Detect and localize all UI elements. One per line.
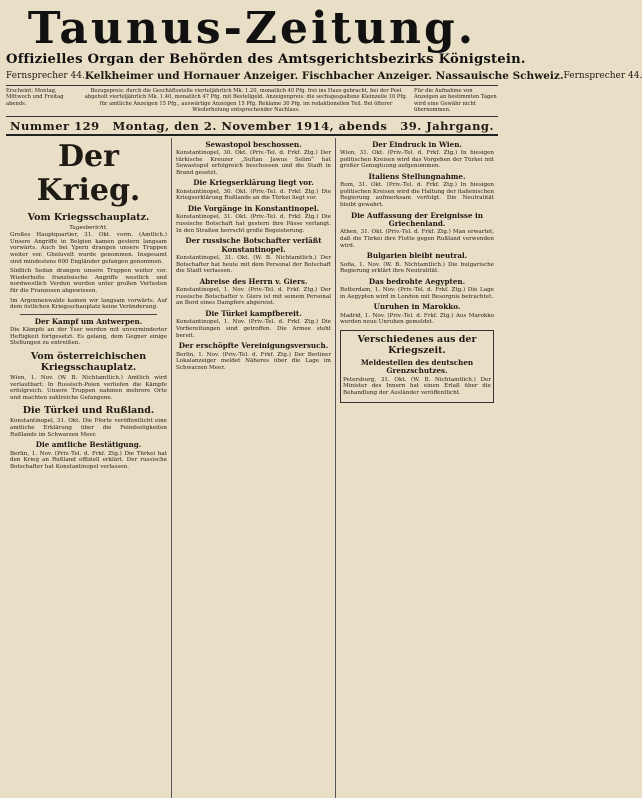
article-heading: Die Auffassung der Ereignisse in Griechenland. (350, 210, 484, 228)
misc-box (340, 330, 494, 403)
article-text: Großes Hauptquartier, 31. Okt. vorm. (Amtlich.) Unsere Angriffe in Belgien kamen gestern langsam vorwärts. Auch bei Ypern drangen unsere Truppen weiter vor. Gheluvelt wurde genommen. Insgesamt sind mindestens 600 Engländer gefangen genommen. (10, 232, 167, 265)
article-text: Konstantinopel, 1. Nov. (Priv.-Tel. d. Frkf. Ztg.) Die Vorbereitungen sind getroffen. Die Armee steht bereit. (176, 319, 331, 339)
article-text: Rotterdam, 1. Nov. (Priv.-Tel. d. Frkf. Ztg.) Die Lage in Aegypten wird in London mit Besorgnis betrachtet. (340, 287, 494, 300)
article-heading: Unruhen in Marokko. (373, 302, 461, 312)
article-heading: Der Eindruck in Wien. (372, 139, 462, 149)
issue-number: Nummer 129 (10, 118, 100, 133)
article-heading: Sewastopol beschossen. (205, 139, 302, 149)
article-text: Die Kämpfe an der Yser werden mit unverminderter Heftigkeit fortgesetzt. Es gelang, dem Gegner einige Stellungen zu entreißen. (10, 327, 167, 347)
war-headline: Der Krieg. (36, 138, 141, 208)
box-title: Verschiedenes aus der Kriegszeit. (357, 333, 477, 356)
article-text: Südlich Sedan drangen unsere Truppen weiter vor. Wiederholte französische Angriffe westlich und nordwestlich Verdun wurden unter großen Verlusten für die Franzosen abgewiesen. (10, 268, 167, 294)
article-text: Berlin, 1. Nov. (Priv.-Tel. d. Frkf. Ztg.) Der Berliner Lokalanzeiger meldet Näheres über die Lage im Schwarzen Meer. (176, 351, 331, 371)
article-text: Athen, 31. Okt. (Priv.-Tel. d. Frkf. Ztg.) Man erwartet, daß die Türkei ihre Flotte gegen Rußland verwenden wird. (340, 229, 494, 249)
article-text: Rom, 31. Okt. (Priv.-Tel. d. Frkf. Ztg.) In hiesigen politischen Kreisen wird die Haltung der italienischen Regierung aufmerksam verfolgt. Die Neutralität bleibt gewahrt. (340, 182, 494, 208)
issue-date: Montag, den 2. November 1914, abends (112, 118, 388, 133)
article-text: Konstantinopel, 30. Okt. (Priv.-Tel. d. Frkf. Ztg.) Der türkische Kreuzer „Sultan Jawus Selim“ hat Sewastopol erfolgreich beschossen und die Stadt in Brand gesetzt. (176, 150, 331, 176)
divider (20, 314, 157, 315)
article-heading: Der erschöpfte Vereinigungsversuch. (178, 341, 329, 351)
column-1 (6, 138, 172, 798)
article-text: Petersburg, 31. Okt. (W. B. Nichtamtlich.) Der Minister des Innern hat einen Erlaß über die Behandlung der Ausländer veröffentlicht. (343, 376, 491, 396)
article-text: Im Argonnenwalde kamen wir langsam vorwärts. Auf dem östlichen Kriegsschauplatz keine Veränderung. (10, 297, 167, 311)
article-heading: Die Vorgänge in Konstantinopel. (187, 204, 320, 213)
article-text: Konstantinopel, 31. Okt. (Priv.-Tel. d. Frkf. Ztg.) Die russische Botschaft hat gestern ihre Pässe verlangt. In den Straßen herrscht große Begeisterung. (176, 214, 331, 234)
phone-right: Fernsprecher 44. (563, 71, 642, 81)
info-bar (6, 85, 498, 117)
article-text: Konstantinopel, 31. Okt. (W. B. Nichtamtlich.) Der Botschafter hat heute mit dem Personal der Botschaft die Stadt verlassen. (176, 255, 331, 275)
article-text: Konstantinopel, 1. Nov. (Priv.-Tel. d. Frkf. Ztg.) Der russische Botschafter v. Giers ist mit seinem Personal an Bord eines Dampfers abgereist. (176, 287, 331, 307)
article-heading: Der Kampf um Antwerpen. (34, 316, 143, 326)
local-editions: Kelkheimer und Hornauer Anzeiger. Fischbacher Anzeiger. Nassauische Schweiz. (84, 70, 564, 82)
article-text: Sofia, 1. Nov. (W. B. Nichtamtlich.) Die bulgarische Regierung erklärt ihre Neutralität. (340, 261, 494, 275)
article-text: Konstantinopel, 31. Okt. Die Pforte veröffentlicht eine amtliche Erklärung über die Feindseligkeiten Rußlands im Schwarzen Meer. (10, 418, 167, 438)
column-3 (336, 138, 498, 798)
box-subtitle: Meldestellen des deutschen Grenzschutzes. (360, 357, 474, 376)
western-front-heading: Vom Kriegsschauplatz. (27, 211, 150, 223)
article-text: Madrid, 1. Nov. (Priv.-Tel. d. Frkf. Ztg.) Aus Marokko werden neue Unruhen gemeldet. (340, 312, 494, 326)
issue-date-bar (6, 117, 498, 136)
pricing-info: Bezugspreis: durch die Geschäftsstelle vierteljährlich Mk. 1.20, monatlich 40 Pfg. frei ins Haus gebracht, bei der Post abgeholt vierteljährlich Mk. 1.40, monatlich 47 Pfg. mit Bestellgeld. Anzeigenpreis: die sechsgespaltene Kleinzeile 10 Pfg. für amtliche Anzeigen 15 Pfg., auswärtige Anzeigen 15 Pfg. Reklame 30 Pfg. im redaktionellen Teil. Bei öfterer Wiederholung entsprechender Nachlass. (84, 88, 408, 114)
subtitle: Offizielles Organ der Behörden des Amtsgerichtsbezirks Königstein. (6, 52, 526, 67)
article-heading: Die amtliche Bestätigung. (35, 440, 142, 450)
column-2 (172, 138, 336, 798)
masthead: Taunus-Zeitung. (27, 3, 477, 54)
article-heading: Bulgarien bleibt neutral. (366, 251, 468, 261)
article-heading: Die Türkei und Rußland. (22, 405, 155, 417)
article-heading: Das bedrohte Aegypten. (368, 276, 466, 286)
article-heading: Die Kriegserklärung liegt vor. (193, 178, 314, 188)
article-columns (6, 138, 498, 798)
article-text: Wien, 31. Okt. (Priv.-Tel. d. Frkf. Ztg.) In hiesigen politischen Kreisen wird das Vorgehen der Türkei mit großer Genugtuung aufgenommen. (340, 150, 494, 170)
article-heading: Vom österreichischen Kriegsschauplatz. (30, 350, 147, 373)
article-heading: Die Türkei kampfbereit. (205, 308, 302, 318)
subheader-row (6, 70, 642, 82)
article-heading: Italiens Stellungnahme. (368, 171, 466, 181)
article-text: Berlin, 1. Nov. (Priv.-Tel. d. Frkf. Ztg.) Die Türkei hat den Krieg an Rußland offiziell erklärt. Der russische Botschafter hat Konstantinopel verlassen. (10, 450, 167, 470)
article-heading: Der russische Botschafter verläßt Konstantinopel. (185, 236, 322, 254)
issue-year: 39. Jahrgang. (400, 118, 494, 133)
phone-left: Fernsprecher 44. (6, 71, 85, 81)
ad-disclaimer: Für die Aufnahme von Anzeigen an bestimmten Tagen wird eine Gewähr nicht übernommen. (414, 88, 497, 114)
daily-report-heading: Tagesbericht. (69, 224, 108, 231)
publication-days: Erscheint: Montag, Mittwoch und Freitag abends. (6, 88, 64, 107)
article-heading: Abreise des Herrn v. Giers. (199, 276, 308, 286)
article-text: Wien, 1. Nov. (W. B. Nichtamtlich.) Amtlich wird verlautbart: In Russisch-Polen verliefen die Kämpfe erfolgreich. Unsere Truppen nahmen mehrere Orte und machten zahlreiche Gefangene. (10, 374, 167, 401)
article-text: Konstantinopel, 30. Okt. (Priv.-Tel. d. Frkf. Ztg.) Die Kriegserklärung Rußlands an die Türkei liegt vor. (176, 188, 331, 202)
newspaper-page (6, 3, 642, 765)
